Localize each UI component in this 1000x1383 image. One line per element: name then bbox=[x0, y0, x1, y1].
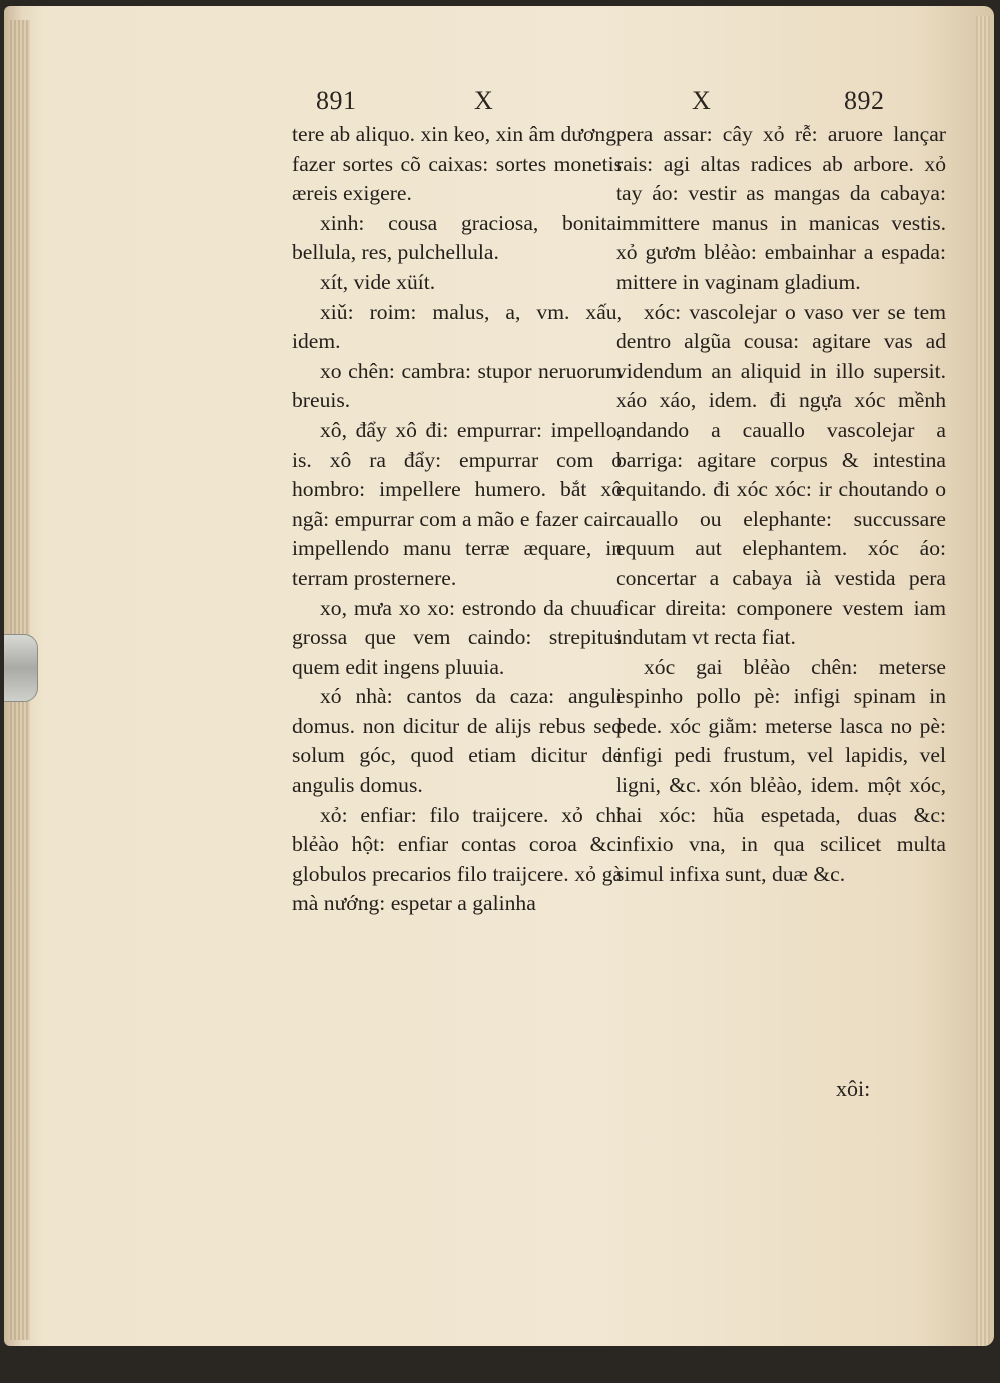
left-column bbox=[292, 120, 622, 919]
dictionary-entry: xô, đẩy xô đi: empurrar: impello, is. xô ra đẩy: empurrar com o hombro: impellere humero. bắt xô ngã: empurrar com a mão e fazer cair: impellendo manu terræ æquare, in terram prosternere. bbox=[292, 417, 622, 590]
left-page-number: 891 bbox=[316, 86, 357, 115]
left-running-head: X bbox=[474, 86, 494, 115]
right-running-head: X bbox=[692, 86, 712, 115]
right-page-number: 892 bbox=[844, 86, 885, 115]
dictionary-entry: xinh: cousa graciosa, bonita: bellula, res, pulchellula. bbox=[292, 210, 622, 265]
dictionary-entry: pera assar: cây xỏ rễ: aruore lançar rais: agi altas radices ab arbore. xỏ tay áo: vestir as mangas da cabaya: immittere manus in manicas vestis. xỏ gươm blẻào: embainhar a espada: mittere in vaginam gladium. bbox=[616, 122, 946, 294]
dictionary-entry: xít, vide xüít. bbox=[320, 269, 436, 294]
dictionary-entry: xiǔ: roim: malus, a, vm. xấu, idem. bbox=[292, 299, 622, 354]
dictionary-entry: xó nhà: cantos da caza: anguli domus. non dicitur de alijs rebus sed solum góc, quod etiam dicitur de angulis domus. bbox=[292, 684, 622, 798]
page-clip bbox=[4, 634, 38, 702]
book-page bbox=[4, 6, 994, 1346]
dictionary-entry: tere ab aliquo. xin keo, xin âm dương: fazer sortes cõ caixas: sortes monetis æreis exigere. bbox=[292, 122, 622, 206]
catchword: xôi: bbox=[836, 1076, 871, 1101]
right-column bbox=[616, 120, 946, 889]
dictionary-entry: xỏ: enfiar: filo traijcere. xỏ chỉ blẻào hột: enfiar contas coroa &c: globulos precarios filo traijcere. xỏ gà mà nướng: espetar a galinha bbox=[292, 802, 622, 916]
dictionary-entry: xo, mưa xo xo: estrondo da chuua grossa que vem caindo: strepitus quem edit ingens pluuia. bbox=[292, 595, 622, 679]
dictionary-entry: xo chên: cambra: stupor neruorum breuis. bbox=[292, 358, 622, 413]
dictionary-entry: xóc gai blẻào chên: meterse espinho pollo pè: infigi spinam in pede. xóc giằm: meterse lasca no pè: infigi pedi frustum, vel lapidis, vel ligni, &c. xón blẻào, idem. một xóc, hai xóc: hũa espetada, duas &c: infixio vna, in qua scilicet multa simul infixa sunt, duæ &c. bbox=[616, 654, 946, 886]
dictionary-entry: xóc: vascolejar o vaso ver se tem dentro algũa cousa: agitare vas ad videndum an aliquid in illo supersit. xáo xáo, idem. đi ngựa xóc mềnh andando a cauallo vascolejar a barriga: agitare corpus & intestina equitando. đi xóc xóc: ir choutando o cauallo ou elephante: succussare equum aut elephantem. xóc áo: concertar a cabaya ià vestida pera ficar direita: componere vestem iam indutam vt recta fiat. bbox=[616, 299, 946, 650]
page-edges-right bbox=[976, 16, 990, 1346]
